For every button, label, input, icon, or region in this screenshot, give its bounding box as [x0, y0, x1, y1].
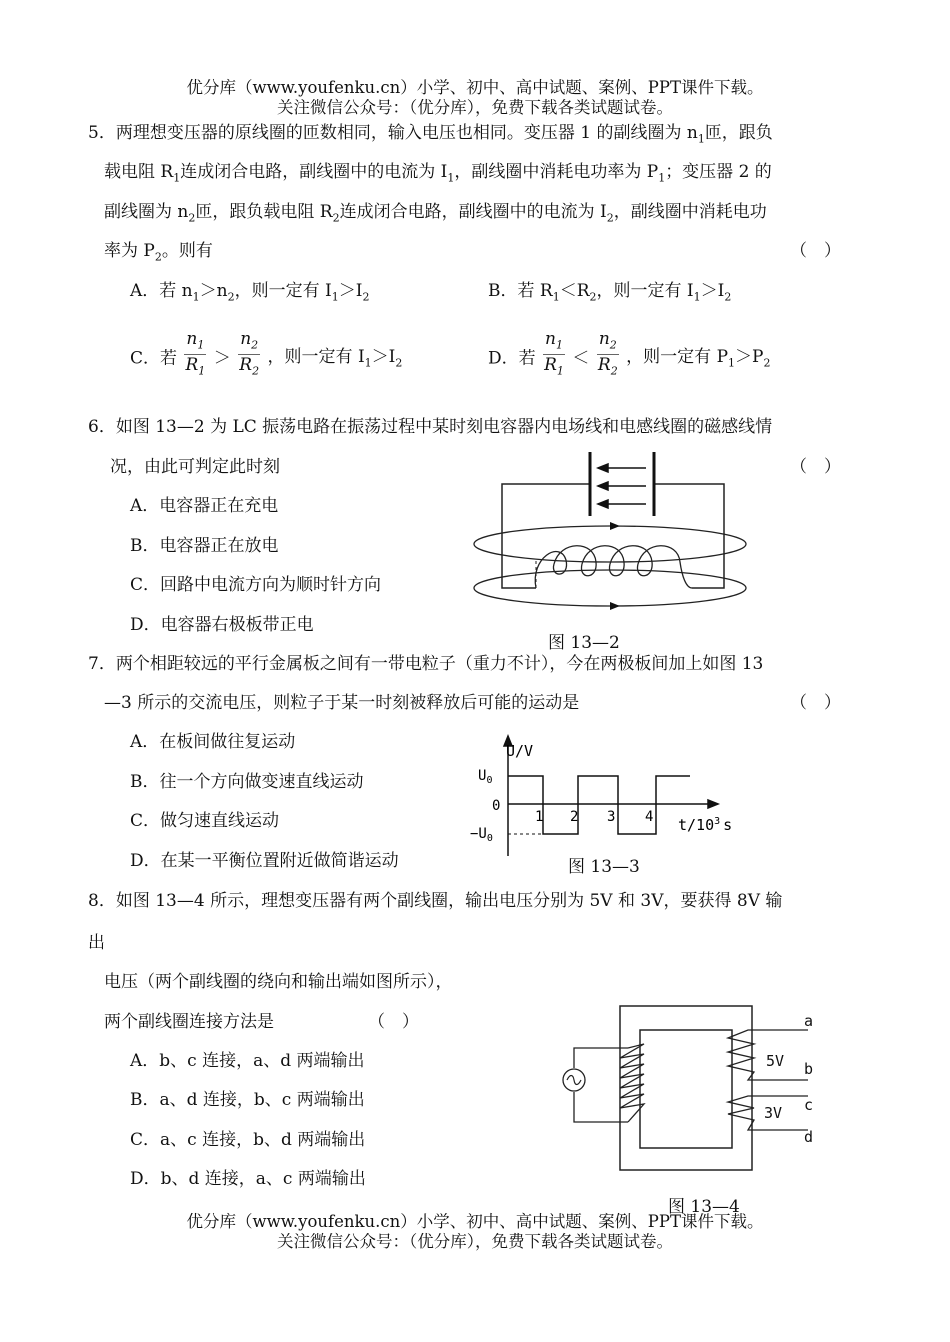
lower-field-arrow: [610, 602, 620, 610]
q8-line-3: 两个副线圈连接方法是: [104, 1012, 274, 1032]
inductor-coil: [535, 546, 692, 588]
q5-option-c: C．若 $\frac{n_1}{R_1}$ ＞ $\frac{n_2}{R_2}$ ，则一定有 $I_1>I_2$: [130, 330, 402, 382]
tick-2: 2: [570, 809, 579, 825]
q5-option-d: D．若 $\frac{n_1}{R_1}$ ＜ $\frac{n_2}{R_2}$ ，则一定有 $P_1>P_2$: [488, 330, 770, 382]
figure-13-4-transformer: [558, 1000, 828, 1178]
tick-1: 1: [535, 809, 544, 825]
q6-line-2: 况，由此可判定此时刻: [110, 457, 280, 477]
fraction-n2-r2: $\frac{n_2}{R_2}$: [239, 329, 260, 378]
zero-label: 0: [492, 798, 501, 814]
q8-line-2: 电压（两个副线圈的绕向和输出端如图所示），: [104, 972, 453, 992]
q8-answer-paren: （ ）: [368, 1012, 419, 1032]
transformer-core-inner: [640, 1030, 732, 1148]
q5-line-1: 5．两理想变压器的原线圈的匝数相同，输入电压也相同。变压器 1 的副线圈为 $n_1$匝，跟负: [88, 123, 773, 146]
q6-option-b: B．电容器正在放电: [130, 536, 279, 556]
q8-line-1: 8．如图 13—4 所示，理想变压器有两个副线圈，输出电压分别为 5V 和 3V，要获得 8V 输: [88, 891, 783, 911]
u0-label: $U_0$: [478, 768, 493, 786]
x-axis-arrow: [708, 800, 718, 808]
electric-field-lines: [598, 464, 646, 508]
tick-4: 4: [645, 809, 654, 825]
fraction-n1-r1: $\frac{n_1}{R_1}$: [544, 329, 564, 378]
q5-option-b: B．若 $R_1<R_2$，则一定有 $I_1>I_2$: [488, 281, 732, 304]
header-line-1: 优分库（www.youfenku.cn）小学、初中、高中试题、案例、PPT课件下载。: [186, 78, 764, 97]
neg-u0-label: $-U_0$: [470, 826, 493, 844]
q6-option-c: C．回路中电流方向为顺时针方向: [130, 575, 382, 595]
figure-13-2-caption: 图 13—2: [548, 633, 620, 653]
figure-13-2-lc-circuit: [470, 448, 760, 620]
square-wave: [508, 776, 690, 834]
q5-answer-paren: （ ）: [790, 241, 841, 261]
upper-field-arrow: [610, 522, 620, 530]
figure-13-3-voltage-graph: [468, 734, 758, 858]
q5-line-2: 载电阻 $R_1$连成闭合电路，副线圈中的电流为 $I_1$，副线圈中消耗电功率为 $P_1$；变压器 2 的: [104, 162, 772, 185]
footer-line-1: 优分库（www.youfenku.cn）小学、初中、高中试题、案例、PPT课件下载。: [186, 1212, 764, 1231]
q5-option-a: A．若 $n_1>n_2$，则一定有 $I_1>I_2$: [130, 281, 370, 304]
fraction-n1-r1: $\frac{n_1}{R_1}$: [185, 329, 206, 378]
q5-line-3: 副线圈为 $n_2$匝，跟负载电阻 $R_2$连成闭合电路，副线圈中的电流为 $I_2$，副线圈中消耗电功: [104, 202, 767, 225]
q6-option-a: A．电容器正在充电: [130, 496, 279, 516]
header-line-2: 关注微信公众号：（优分库），免费下载各类试题试卷。: [277, 98, 673, 117]
q6-answer-paren: （ ）: [790, 457, 841, 477]
q7-answer-paren: （ ）: [790, 693, 841, 713]
tick-3: 3: [607, 809, 616, 825]
q7-line-1: 7．两个相距较远的平行金属板之间有一带电粒子（重力不计），今在两极板间加上如图 13: [88, 654, 764, 674]
q8-option-a: A．b、c 连接，a、d 两端输出: [130, 1051, 365, 1071]
q7-option-a: A．在板间做往复运动: [130, 732, 296, 752]
terminal-b: b: [804, 1060, 814, 1078]
y-axis-label: U/V: [506, 742, 534, 760]
terminal-a: a: [804, 1012, 814, 1030]
terminal-d: d: [804, 1128, 814, 1146]
x-axis-label: $t/10^3$ s: [678, 816, 733, 834]
q6-line-1: 6．如图 13—2 为 LC 振荡电路在振荡过程中某时刻电容器内电场线和电感线圈的磁感线情: [88, 417, 773, 437]
q7-line-2: —3 所示的交流电压，则粒子于某一时刻被释放后可能的运动是: [104, 693, 580, 713]
fraction-n2-r2: $\frac{n_2}{R_2}$: [597, 329, 618, 378]
label-3v: 3V: [764, 1104, 783, 1122]
label-5v: 5V: [766, 1052, 785, 1070]
q7-option-c: C．做匀速直线运动: [130, 811, 280, 831]
footer-line-2: 关注微信公众号：（优分库），免费下载各类试题试卷。: [277, 1232, 673, 1251]
q5-line-4: 率为 $P_2$。则有: [104, 241, 213, 264]
q7-option-d: D．在某一平衡位置附近做简谐运动: [130, 851, 399, 871]
figure-13-3-caption: 图 13—3: [568, 857, 640, 877]
terminal-c: c: [804, 1096, 814, 1114]
q8-option-c: C．a、c 连接，b、d 两端输出: [130, 1130, 366, 1150]
q7-option-b: B．往一个方向做变速直线运动: [130, 772, 364, 792]
q8-option-d: D．b、d 连接，a、c 两端输出: [130, 1169, 366, 1189]
figure-13-4-caption: 图 13—4: [668, 1197, 740, 1217]
q8-line-1b: 出: [88, 933, 105, 953]
q6-option-d: D．电容器右极板带正电: [130, 615, 314, 635]
q8-option-b: B．a、d 连接，b、c 两端输出: [130, 1090, 365, 1110]
